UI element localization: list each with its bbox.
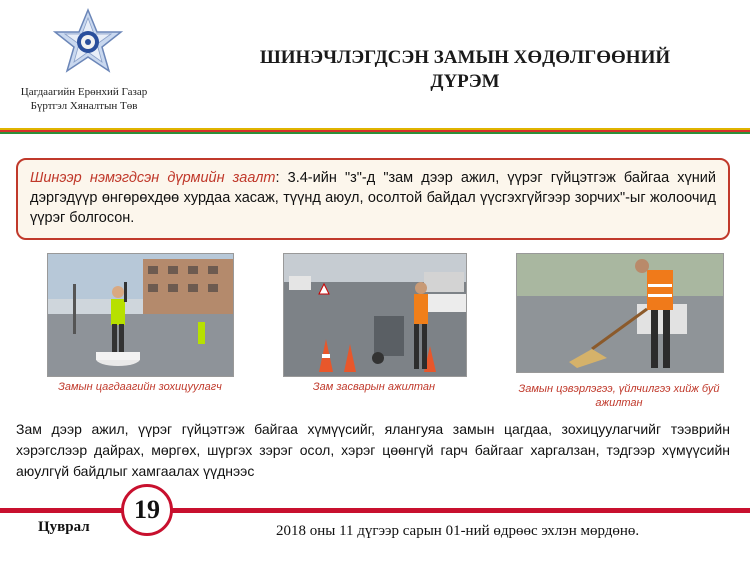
- traffic-police-photo: [47, 253, 234, 377]
- effective-date-text: 2018 оны 11 дүгээр сарын 01-ний өдрөөс эхлэн мөрдөнө.: [276, 523, 640, 539]
- footer-divider: [0, 508, 750, 513]
- photo-caption-road-repair: Зам засварын ажилтан: [312, 381, 436, 393]
- decorative-stripes: [0, 128, 750, 134]
- new-rule-note: [30, 168, 716, 228]
- new-rule-note-box: [16, 158, 730, 240]
- road-repair-worker-photo: [283, 253, 467, 377]
- title-line1: ШИНЭЧЛЭГДСЭН ЗАМЫН ХӨДӨЛГӨӨНИЙ: [259, 47, 671, 68]
- organization-name-line2: Бүртгэл Хяналтын Төв: [30, 100, 138, 112]
- page-title: [215, 46, 715, 94]
- issue-number-badge: [121, 484, 173, 536]
- series-label: Цуврал: [38, 519, 90, 535]
- organization-name-line1: Цагдаагийн Ерөнхий Газар: [20, 86, 148, 98]
- police-star-emblem-icon: [48, 8, 128, 80]
- new-rule-note-lead: Шинээр нэмэгдсэн дүрмийн заалт: [30, 170, 276, 186]
- explanation-paragraph: Зам дээр ажил, үүрэг гүйцэтгэж байгаа хүмүүсийг, ялангуяа замын цагдаа, зохицуулагчийг тээврийн хэрэгслээр дайрах, мөргөх, шүргэх зэрэг осол, хэрэг цөөнгүй гарч байгааг харгалзан, тэдгээр хүмүүсийн аюулгүй байдлыг хамгаалах үүднээс: [16, 421, 730, 479]
- new-rule-note-text: : 3.4-ийн "з"-д "зам дээр ажил, үүрэг гүйцэтгэж байгаа хүний дэргэдүүр өнгөрөхдөө хурдаа хасаж, түүнд аюул, осолтой байдал үүсгэхгүйгээр зорчих"-ыг жолоочид үүрэг болгосон.: [30, 170, 716, 226]
- photo-caption-traffic-police: Замын цагдаагийн зохицуулагч: [58, 381, 222, 393]
- title-line2: ДҮРЭМ: [430, 71, 500, 92]
- photo-caption-road-cleaner: Замын цэвэрлэгээ, үйлчилгээ хийж буй ажилтан: [518, 383, 720, 409]
- road-cleaner-photo: [516, 253, 724, 373]
- issue-number: 19: [134, 495, 160, 524]
